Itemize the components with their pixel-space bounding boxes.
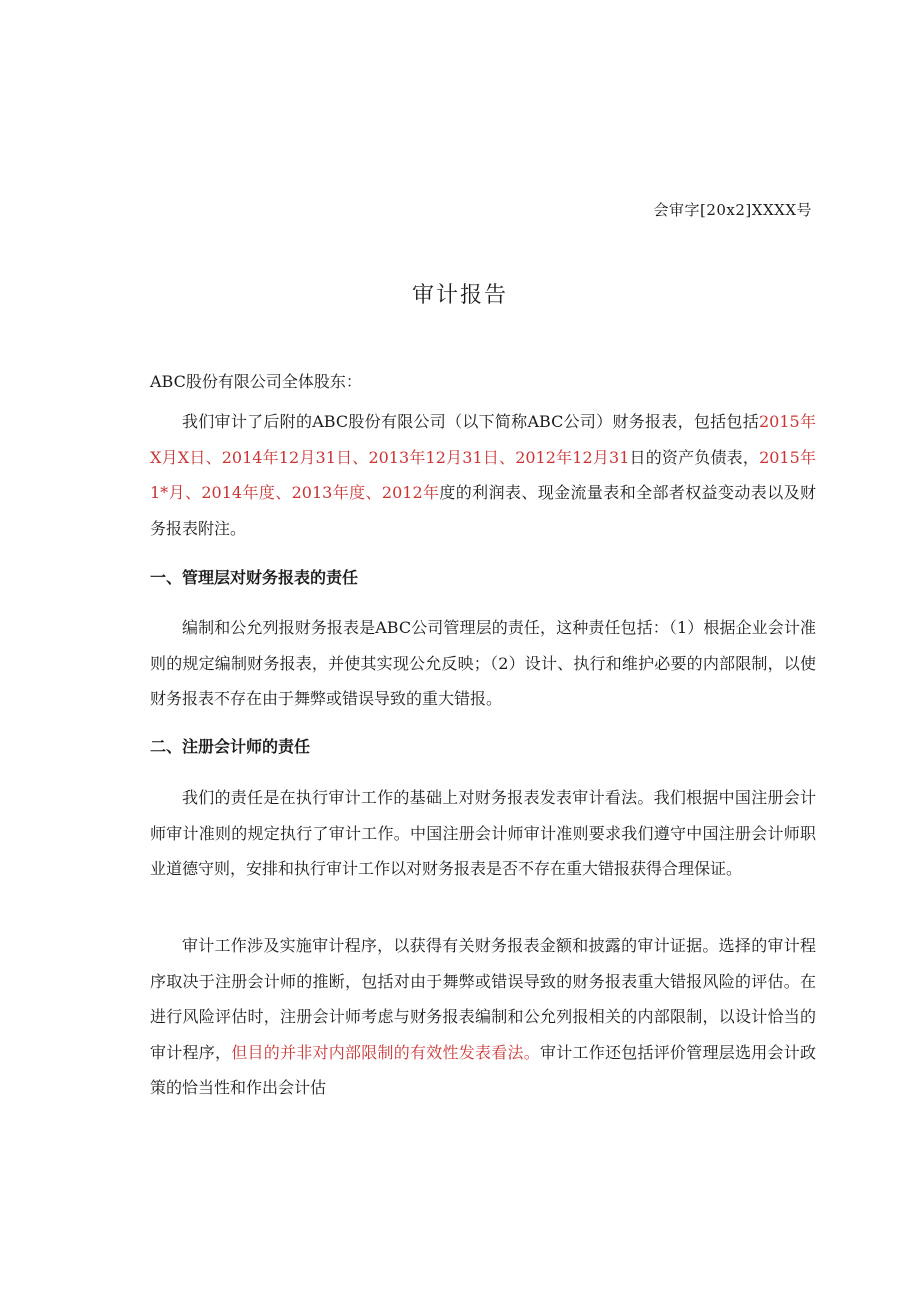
para1-dates-highlight: 2015年X月X日、2014年12月31日、2013年12月31日、2012年12月31: [150, 412, 816, 467]
paragraph-management-responsibility: [150, 610, 816, 717]
para1-text-2: 日的资产负债表，: [629, 447, 760, 467]
para4-highlight: 但目的并非对内部限制的有效性发表看法。: [231, 1042, 540, 1062]
para1-text-1: 我们审计了后附的ABC股份有限公司（以下简称ABC公司）财务报表，包括包括: [182, 412, 759, 431]
section-heading-management: [150, 564, 816, 592]
paragraph-auditor-responsibility: [150, 780, 816, 887]
para4-text-1: 审计工作涉及实施审计程序，以获得有关财务报表金额和披露的审计证据。选择的审计程序取决于注册会计师的推断，包括对由于舞弊或错误导致的财务报表重大错报风险的评估。在进行风险评估时，注册会计师考虑与财务报表编制和公允列报相关的内部限制，以设计恰当的审计程序，: [150, 936, 816, 1062]
heading1-text: 一、管理层对财务报表的责任: [150, 568, 359, 587]
salutation: ABC股份有限公司全体股东：: [150, 372, 362, 391]
para1-periods-highlight: 2015年1*月、2014年度、2013年度、2012年: [150, 447, 816, 502]
paragraph-audit-procedures: [150, 928, 816, 1106]
para3-text: 我们的责任是在执行审计工作的基础上对财务报表发表审计看法。我们根据中国注册会计师审计准则的规定执行了审计工作。中国注册会计师审计准则要求我们遵守中国注册会计师职业道德守则，安排和执行审计工作以对财务报表是否不存在重大错报获得合理保证。: [150, 788, 816, 878]
paragraph-audit-scope: [150, 404, 816, 546]
reference-number: 会审字[20x2]XXXX号: [653, 201, 812, 219]
document-title: 审计报告: [411, 283, 508, 308]
para1-text-3: 度的利润表、现金流量表和全部者权益变动表以及财务报表附注。: [150, 483, 816, 538]
section-heading-auditor: [150, 733, 816, 761]
para4-text-2: 审计工作还包括评价管理层选用会计政策的恰当性和作出会计估: [150, 1042, 816, 1097]
heading2-text: 二、注册会计师的责任: [150, 737, 311, 756]
para2-text: 编制和公允列报财务报表是ABC公司管理层的责任，这种责任包括：（1）根据企业会计准则的规定编制财务报表，并使其实现公允反映；（2）设计、执行和维护必要的内部限制，以使财务报表不存在由于舞弊或错误导致的重大错报。: [150, 618, 816, 708]
